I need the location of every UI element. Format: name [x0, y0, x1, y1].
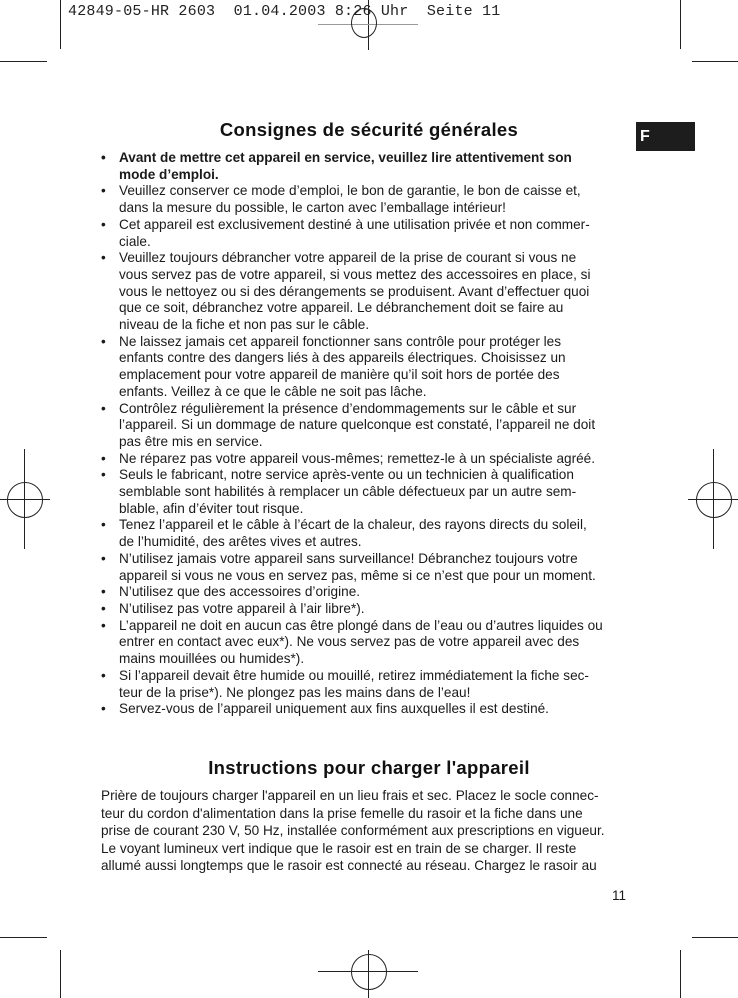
bullet-icon: •	[101, 250, 106, 266]
bullet-icon: •	[101, 517, 106, 533]
bullet-item	[101, 401, 641, 451]
paragraph-line: Prière de toujours charger l'appareil en un lieu frais et sec. Placez le socle connec-	[101, 788, 599, 803]
crop-mark	[692, 61, 738, 62]
safety-bullet-list	[101, 150, 641, 718]
bullet-text-line: que ce soit, débranchez votre appareil. Le débranchement doit se faire au	[119, 300, 564, 316]
bullet-icon: •	[101, 667, 106, 683]
bullet-text-line: Ne laissez jamais cet appareil fonctionner sans contrôle pour protéger les	[119, 333, 562, 349]
paragraph-line: allumé aussi longtemps que le rasoir est connecté au réseau. Chargez le rasoir au	[101, 858, 597, 874]
bullet-text-line: Si l’appareil devait être humide ou mouillé, retirez immédiatement la fiche sec-	[119, 667, 589, 683]
bullet-icon: •	[101, 550, 106, 566]
bullet-text-line: emplacement pour votre appareil de manière qu’il soit hors de portée des	[119, 367, 560, 383]
bullet-item	[101, 618, 641, 668]
bullet-text-line: teur de la prise*). Ne plongez pas les mains dans de l’eau!	[119, 684, 471, 700]
bullet-icon: •	[101, 600, 106, 616]
bullet-text-line: Avant de mettre cet appareil en service, veuillez lire attentivement son	[119, 150, 572, 165]
language-tab: F	[636, 122, 695, 151]
registration-mark	[351, 954, 387, 990]
section-title-charging: Instructions pour charger l'appareil	[208, 757, 530, 778]
bullet-item	[101, 517, 641, 550]
bullet-item	[101, 551, 641, 584]
bullet-item	[101, 451, 641, 468]
bullet-text-line: N’utilisez jamais votre appareil sans surveillance! Débranchez toujours votre	[119, 550, 578, 566]
bullet-item	[101, 701, 641, 718]
paragraph-line: teur du cordon d'alimentation dans la prise femelle du rasoir et la fiche dans une	[101, 805, 583, 821]
bullet-icon: •	[101, 150, 106, 165]
bullet-text-line: semblable sont habilités à remplacer un câble défectueux par un autre sem-	[119, 484, 577, 500]
crop-mark	[60, 0, 61, 49]
paragraph-line: prise de courant 230 V, 50 Hz, installée conformément aux prescriptions en vigueur.	[101, 823, 605, 839]
paragraph-line: Le voyant lumineux vert indique que le rasoir est en train de se charger. Il reste	[101, 840, 577, 856]
page-number: 11	[612, 888, 627, 903]
bullet-item	[101, 668, 641, 701]
bullet-text-line: mode d’emploi.	[119, 166, 219, 182]
bullet-icon: •	[101, 617, 106, 633]
bullet-text-line: vous servez pas de votre appareil, si vous mettez des accessoires en place, si	[119, 266, 591, 282]
bullet-text-line: appareil si vous ne vous en servez pas, même si ce n’est que pour un moment.	[119, 567, 596, 583]
bullet-text-line: l’appareil. Si un dommage de nature quelconque est constaté, l’appareil ne doit	[119, 417, 596, 433]
bullet-icon: •	[101, 333, 106, 349]
bullet-item	[101, 217, 641, 250]
bullet-text-line: Cet appareil est exclusivement destiné à une utilisation privée et non commer-	[119, 216, 590, 232]
bullet-text-line: mains mouillées ou humides*).	[119, 651, 305, 667]
bullet-item	[101, 183, 641, 216]
crop-mark	[692, 937, 738, 938]
bullet-text-line: vous le nettoyez ou si des dérangements se produisent. Avant d’effectuer quoi	[119, 283, 590, 299]
bullet-item	[101, 150, 641, 183]
charging-paragraph	[101, 787, 641, 875]
bullet-text-line: entrer en contact avec eux*). Ne vous servez pas de votre appareil avec des	[119, 634, 580, 650]
bullet-text-line: Veuillez toujours débrancher votre appareil de la prise de courant si vous ne	[119, 250, 577, 266]
crop-mark	[680, 0, 681, 49]
crop-mark	[680, 950, 681, 998]
bullet-text-line: Servez-vous de l’appareil uniquement aux fins auxquelles il est destiné.	[119, 701, 549, 717]
bullet-icon: •	[101, 216, 106, 232]
crop-mark	[0, 61, 47, 62]
bullet-icon: •	[101, 467, 106, 483]
bullet-text-line: Seuls le fabricant, notre service après-vente ou un technicien à qualification	[119, 467, 574, 483]
bullet-text-line: blable, afin d’éviter tout risque.	[119, 500, 304, 516]
bullet-text-line: pas être mis en service.	[119, 433, 263, 449]
crop-mark	[60, 950, 61, 998]
bullet-item	[101, 334, 641, 401]
bullet-item	[101, 250, 641, 334]
bullet-item	[101, 467, 641, 517]
bullet-text-line: de l’humidité, des arêtes vives et autres.	[119, 534, 362, 550]
registration-mark	[696, 482, 732, 518]
bullet-text-line: enfants. Veillez à ce que le câble ne soit pas lâche.	[119, 383, 427, 399]
bullet-text-line: Tenez l’appareil et le câble à l’écart de la chaleur, des rayons directs du soleil,	[119, 517, 587, 533]
bullet-item	[101, 601, 641, 618]
bullet-text-line: Ne réparez pas votre appareil vous-mêmes; remettez-le à un spécialiste agréé.	[119, 450, 596, 466]
bullet-text-line: Veuillez conserver ce mode d’emploi, le bon de garantie, le bon de caisse et,	[119, 183, 581, 199]
bullet-text-line: N’utilisez que des accessoires d’origine.	[119, 584, 361, 600]
bullet-icon: •	[101, 584, 106, 600]
bullet-text-line: niveau de la fiche et non pas sur le câble.	[119, 317, 370, 333]
bullet-text-line: enfants contre des dangers liés à des appareils électriques. Choisissez un	[119, 350, 566, 366]
bullet-icon: •	[101, 450, 106, 466]
registration-mark	[7, 482, 43, 518]
bullet-text-line: dans la mesure du possible, le carton avec l’emballage intérieur!	[119, 200, 506, 216]
bullet-text-line: Contrôlez régulièrement la présence d’endommagements sur le câble et sur	[119, 400, 577, 416]
crop-mark	[0, 937, 47, 938]
bullet-text-line: ciale.	[119, 233, 151, 249]
bullet-item	[101, 584, 641, 601]
section-title-safety: Consignes de sécurité générales	[219, 119, 519, 140]
bullet-icon: •	[101, 183, 106, 199]
print-slug: 42849-05-HR 2603 01.04.2003 8:26 Uhr Seite 11	[68, 3, 501, 20]
bullet-icon: •	[101, 400, 106, 416]
bullet-icon: •	[101, 701, 106, 717]
bullet-text-line: N’utilisez pas votre appareil à l’air libre*).	[119, 600, 365, 616]
bullet-text-line: L’appareil ne doit en aucun cas être plongé dans de l’eau ou d’autres liquides ou	[119, 617, 603, 633]
